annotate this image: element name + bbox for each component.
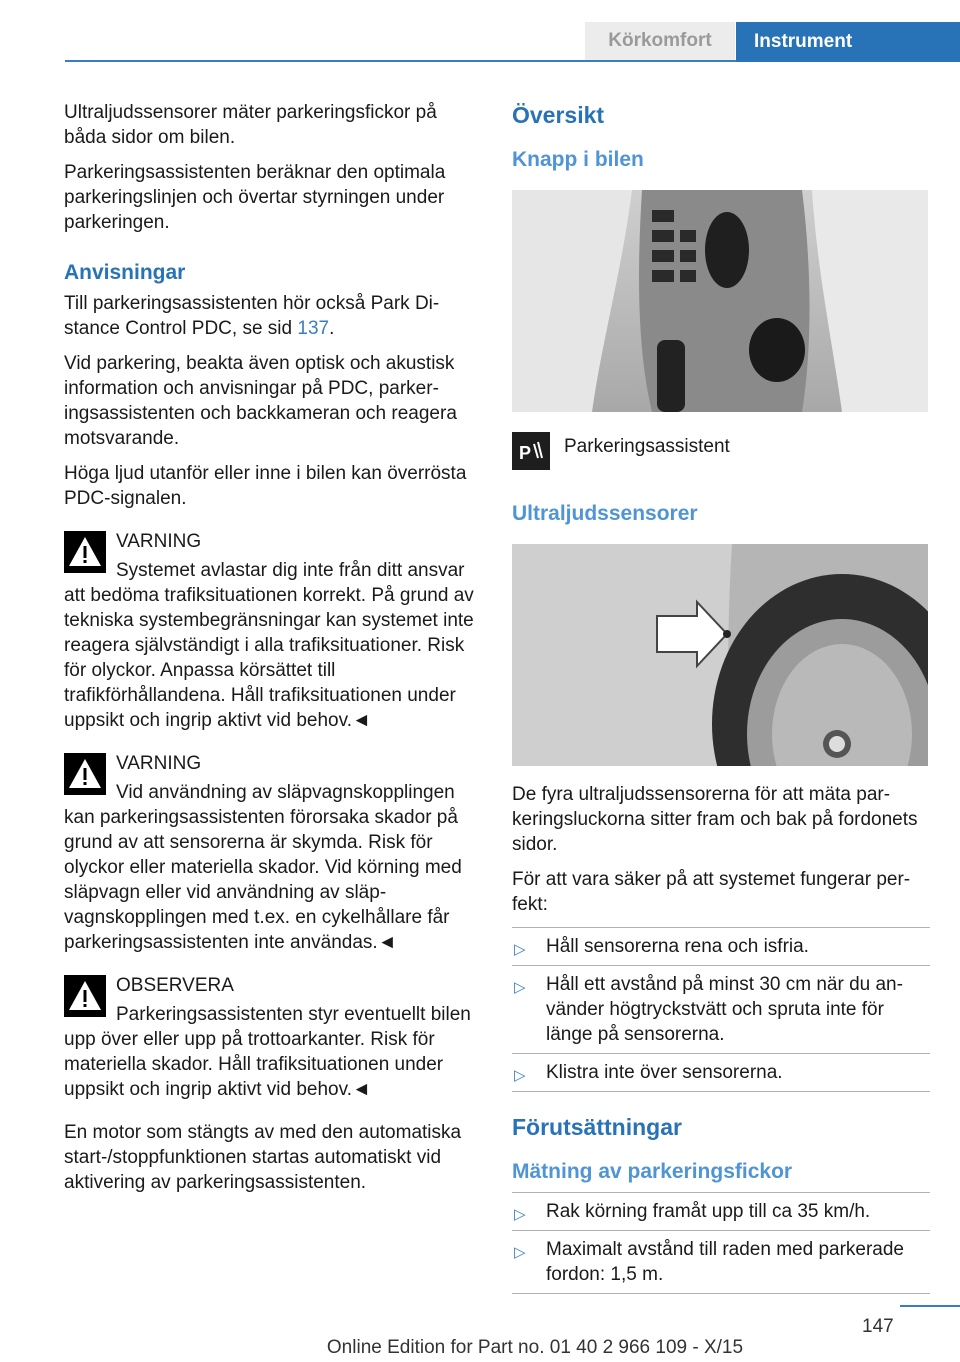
notice-block [64, 973, 482, 1102]
paragraph: För att vara säker på att systemet fungerar perfekt: [512, 869, 911, 915]
sensor-photo [512, 544, 928, 766]
warning-body: Systemet avlastar dig inte från ditt ansvar att bedöma trafiksituationen korrekt. På grund av tekniska systembegränsningar kan systemet inte reagera självständigt i alla trafiksituationer. Risk för olyckor. Anpassa körsättet till trafikförhållandena. Håll trafiksituationen under uppsikt och ingrip aktivt vid behov.◄ [64, 560, 474, 731]
paragraph: En motor som stängts av med den automatiska start-/stoppfunktionen startas automatiskt vid aktivering av parkeringsassistenten. [64, 1122, 462, 1193]
bullet-list [512, 927, 930, 1092]
triangle-bullet-icon: ▷ [514, 1206, 526, 1223]
list-item: ▷ Klistra inte över sensorerna. [512, 1054, 930, 1092]
page-number: 147 [862, 1316, 894, 1337]
notice-title: OBSERVERA [116, 975, 234, 996]
warning-title: VARNING [116, 531, 202, 552]
edition-footer: Online Edition for Part no. 01 40 2 966 109 - X/15 [326, 1337, 744, 1358]
paragraph-with-link: Till parkeringsassistenten hör också Park Distance Control PDC, se sid 137. [64, 293, 440, 339]
list-item: ▷ Maximalt avstånd till raden med parkerade fordon: 1,5 m. [512, 1231, 930, 1294]
paragraph: De fyra ultraljudssensorerna för att mäta parkeringsluckorna sitter fram och bak på fordonets sidor. [512, 784, 918, 855]
warning-body: Vid användning av släpvagnskopplingen kan parkeringsassistenten förorsaka skador på grund av att sensorerna är skymda. Risk för olyckor eller materiella skador. Vid körning med släpvagn eller vid användning av släpvagnskopplingen med t.ex. en cykelhållare får parkeringsassistenten inte användas.◄ [64, 782, 462, 953]
warning-triangle-icon [64, 753, 106, 795]
triangle-bullet-icon: ▷ [514, 1244, 526, 1261]
paragraph: Vid parkering, beakta även optisk och akustisk information och anvisningar på PDC, parkeringsassistenten och backkameran och reagera motsvarande. [64, 353, 457, 449]
triangle-bullet-icon: ▷ [514, 1067, 526, 1084]
page-link[interactable]: 137 [297, 318, 330, 339]
button-label: Parkeringsassistent [564, 436, 730, 457]
subheading-matning: Mätning av parkeringsfickor [512, 1160, 793, 1183]
triangle-bullet-icon: ▷ [514, 979, 526, 996]
warning-block [64, 529, 482, 733]
tab-korkomfort[interactable]: Körkomfort [585, 22, 735, 60]
warning-triangle-icon [64, 975, 106, 1017]
paragraph: Parkeringsassistenten beräknar den optimala parkeringslinjen och övertar styrningen under parkeringen. [64, 162, 446, 233]
right-column [512, 100, 930, 1310]
warning-title: VARNING [116, 753, 202, 774]
svg-text:P: P [519, 443, 532, 463]
section-heading-anvisningar: Anvisningar [64, 261, 186, 284]
list-item: ▷ Håll ett avstånd på minst 30 cm när du använder högtryckstvätt och spruta inte för länge på sensorerna. [512, 966, 930, 1054]
left-column [64, 100, 482, 1205]
warning-block [64, 751, 482, 955]
list-item: ▷ Rak körning framåt upp till ca 35 km/h. [512, 1193, 930, 1231]
parking-assistant-icon [512, 432, 550, 470]
section-heading-oversikt: Översikt [512, 102, 605, 128]
triangle-bullet-icon: ▷ [514, 941, 526, 958]
bullet-list [512, 1192, 930, 1294]
subheading-ultraljud: Ultraljudssensorer [512, 502, 698, 525]
notice-body: Parkeringsassistenten styr eventuellt bilen upp över eller upp på trottoarkanter. Risk för materiella skador. Håll trafiksituationen under uppsikt och ingrip aktivt vid behov.◄ [64, 1004, 471, 1100]
warning-triangle-icon [64, 531, 106, 573]
section-heading-forutsattningar: Förutsättningar [512, 1114, 682, 1140]
paragraph: Ultraljudssensorer mäter parkeringsfickor på båda sidor om bilen. [64, 102, 437, 148]
list-item: ▷ Håll sensorerna rena och isfria. [512, 928, 930, 966]
paragraph: Höga ljud utanför eller inne i bilen kan överrösta PDC-signalen. [64, 463, 467, 509]
footer-rule [900, 1305, 960, 1307]
subheading-knapp: Knapp i bilen [512, 148, 644, 171]
button-legend [512, 432, 930, 470]
tab-instrument[interactable]: Instrument [736, 22, 960, 62]
console-photo [512, 190, 928, 412]
